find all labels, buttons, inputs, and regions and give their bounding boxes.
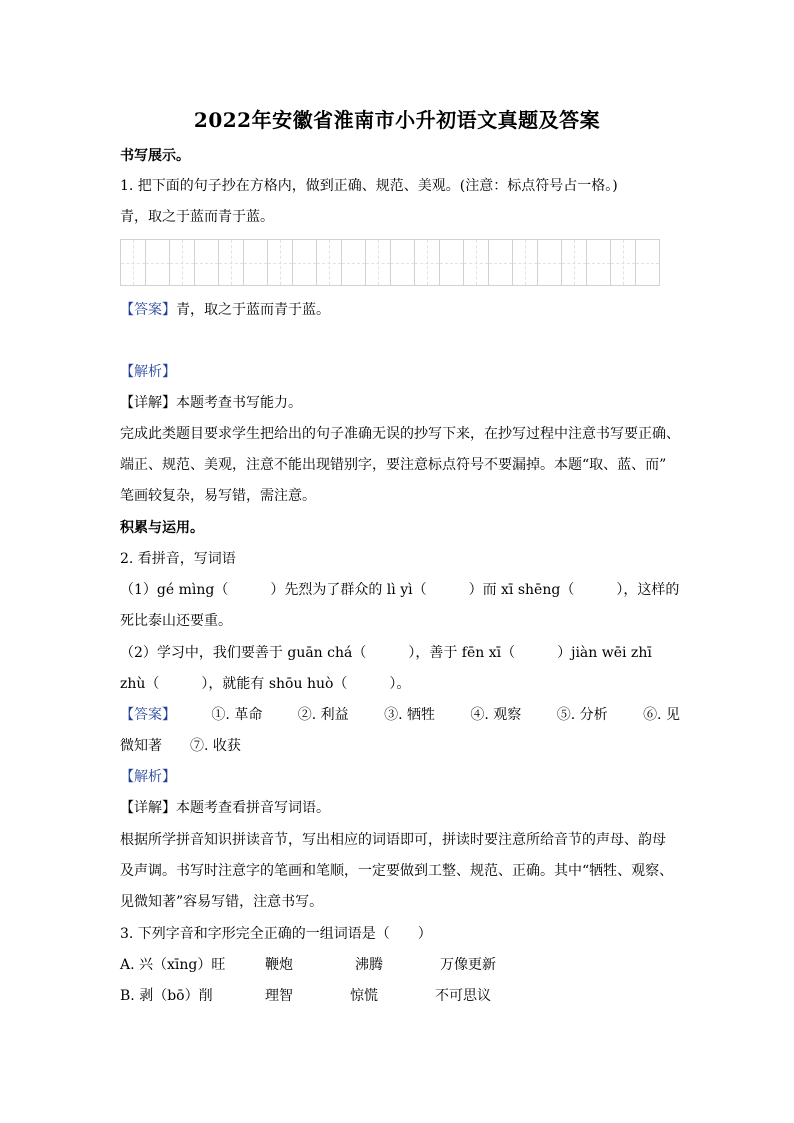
- grid-cell[interactable]: [562, 239, 587, 286]
- grid-cell[interactable]: [611, 239, 636, 286]
- option-a-word: 沸腾: [355, 957, 383, 973]
- answer-tag: 【答案】: [120, 302, 176, 318]
- question-1-sentence: 青，取之于蓝而青于蓝。: [120, 209, 274, 225]
- section-heading-accumulate: 积累与运用。: [120, 520, 204, 536]
- detail-tag: 【详解】: [120, 800, 176, 816]
- answer-item: ⑥. 见: [643, 707, 680, 723]
- analysis-tag: 【解析】: [120, 364, 176, 380]
- grid-cell[interactable]: [440, 239, 465, 286]
- grid-cell[interactable]: [268, 239, 293, 286]
- grid-cell[interactable]: [538, 239, 563, 286]
- question-2-line: 死比泰山还要重。: [120, 613, 232, 629]
- grid-cell[interactable]: [146, 239, 171, 286]
- grid-cell[interactable]: [293, 239, 318, 286]
- grid-cell[interactable]: [170, 239, 195, 286]
- grid-cell[interactable]: [195, 239, 220, 286]
- grid-cell[interactable]: [121, 239, 146, 286]
- explain-line: 根据所学拼音知识拼读音节，写出相应的词语即可，拼读时要注意所给音节的声母、韵母: [120, 832, 666, 848]
- answer-tag: 【答案】: [120, 707, 176, 723]
- explain-line: 笔画较复杂，易写错，需注意。: [120, 488, 316, 504]
- grid-cell[interactable]: [391, 239, 416, 286]
- page-title: 2022年安徽省淮南市小升初语文真题及答案: [193, 108, 601, 132]
- answer-item: ①. 革命: [211, 707, 263, 723]
- explain-line: 端正、规范、美观，注意不能出现错别字，要注意标点符号不要漏掉。本题“取、蓝、而”: [120, 457, 667, 473]
- explain-line: 见微知著”容易写错，注意书写。: [120, 894, 324, 910]
- answer-item: ②. 利益: [297, 707, 349, 723]
- grid-cell[interactable]: [342, 239, 367, 286]
- question-2-line: （2）学习中，我们要善于 guān chá（ ），善于 fēn xī（ ）jiàn wēi zhī: [120, 645, 652, 661]
- option-b-word: B. 剥（bō）削: [120, 988, 213, 1004]
- option-a-word: 万像更新: [440, 957, 496, 973]
- option-b-word: 理智: [265, 988, 293, 1004]
- detail-text: 本题考查书写能力。: [176, 395, 302, 411]
- question-1-detail: [120, 393, 680, 413]
- grid-cell[interactable]: [464, 239, 489, 286]
- section-heading-writing: 书写展示。: [120, 148, 190, 164]
- question-2-line: （1）gé mìng（ ）先烈为了群众的 lì yì（ ）而 xī shēng（ ），这样的: [120, 582, 680, 598]
- analysis-tag: 【解析】: [120, 769, 176, 785]
- question-2-answer: [120, 705, 680, 725]
- explain-line: 完成此类题目要求学生把给出的句子准确无误的抄写下来，在抄写过程中注意书写要正确、: [120, 426, 680, 442]
- question-2-detail: [120, 798, 680, 818]
- grid-cell[interactable]: [366, 239, 391, 286]
- question-2-prompt: 2. 看拼音，写词语: [120, 551, 236, 567]
- grid-cell[interactable]: [513, 239, 538, 286]
- grid-cell[interactable]: [636, 239, 661, 286]
- writing-grid[interactable]: [120, 239, 660, 286]
- detail-tag: 【详解】: [120, 395, 176, 411]
- grid-cell[interactable]: [415, 239, 440, 286]
- explain-line: 及声调。书写时注意字的笔画和笔顺，一定要做到工整、规范、正确。其中“牺牲、观察、: [120, 863, 674, 879]
- grid-cell[interactable]: [219, 239, 244, 286]
- grid-cell[interactable]: [587, 239, 612, 286]
- answer-item: ⑤. 分析: [556, 707, 608, 723]
- option-b[interactable]: [120, 986, 680, 1006]
- option-a-word: 鞭炮: [265, 957, 293, 973]
- option-a[interactable]: [120, 955, 680, 975]
- option-b-word: 惊慌: [350, 988, 378, 1004]
- grid-cell[interactable]: [244, 239, 269, 286]
- question-1-answer: [120, 300, 680, 320]
- question-1-prompt: 1. 把下面的句子抄在方格内，做到正确、规范、美观。(注意：标点符号占一格。): [120, 178, 618, 194]
- grid-cell[interactable]: [489, 239, 514, 286]
- answer-continued: 微知著 ⑦. 收获: [120, 738, 241, 754]
- question-3-prompt: 3. 下列字音和字形完全正确的一组词语是（ ）: [120, 926, 432, 942]
- question-2-line: zhù（ ），就能有 shōu huò（ ）。: [120, 676, 411, 692]
- option-a-word: A. 兴（xīng）旺: [120, 957, 226, 973]
- grid-cell[interactable]: [317, 239, 342, 286]
- detail-text: 本题考查看拼音写词语。: [176, 800, 330, 816]
- answer-text: 青，取之于蓝而青于蓝。: [176, 302, 330, 318]
- option-b-word: 不可思议: [435, 988, 491, 1004]
- answer-item: ③. 牺牲: [384, 707, 435, 723]
- answer-item: ④. 观察: [470, 707, 522, 723]
